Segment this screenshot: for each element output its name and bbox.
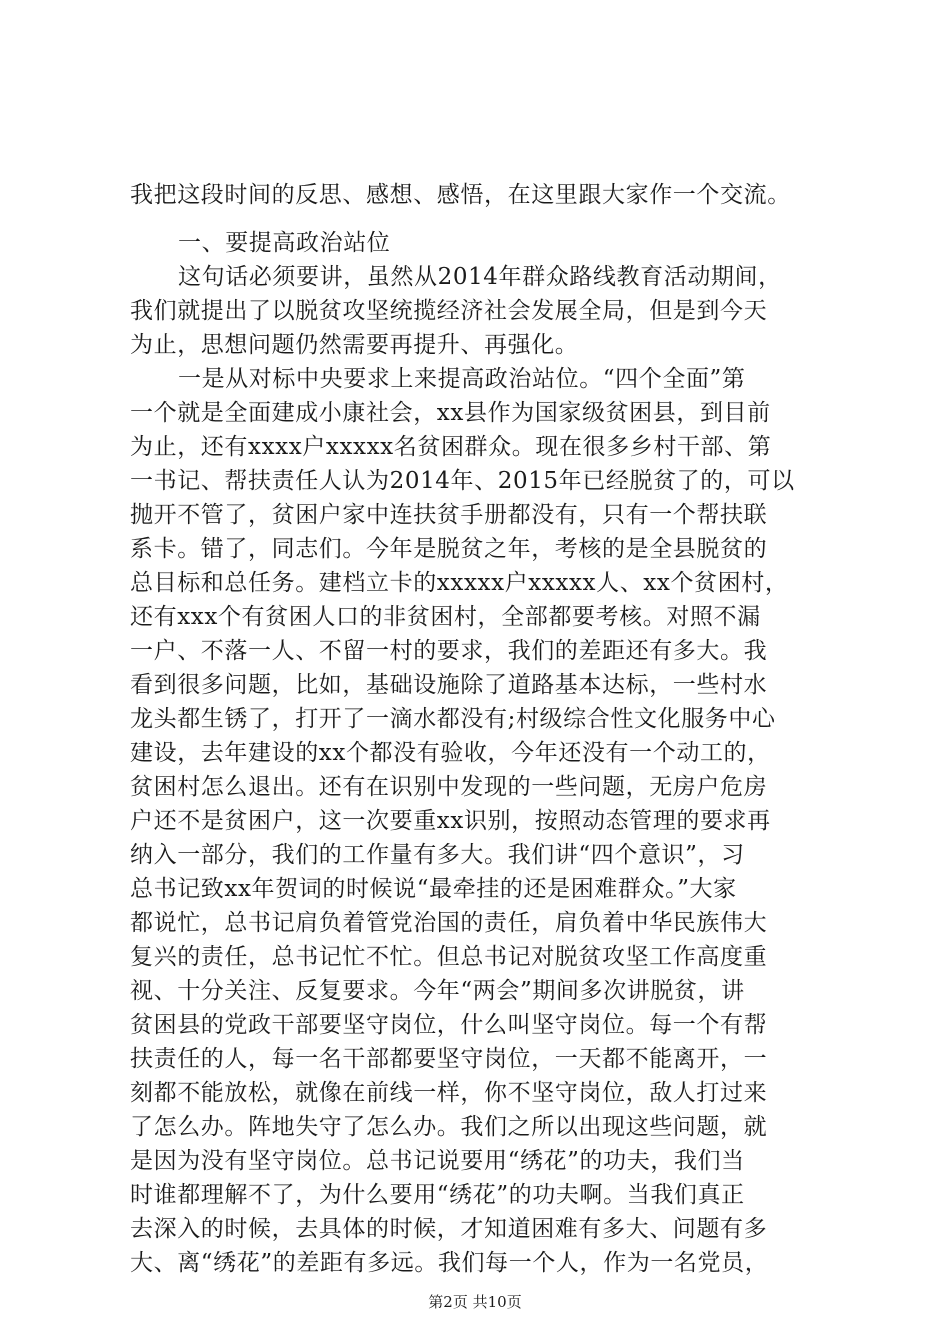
- paragraph-line: 一个就是全面建成小康社会，xx县作为国家级贫困县，到目前: [130, 400, 771, 426]
- paragraph-line: 一书记、帮扶责任人认为2014年、2015年已经脱贫了的，可以: [130, 468, 795, 494]
- paragraph-line: 了怎么办。阵地失守了怎么办。我们之所以出现这些问题，就: [130, 1114, 768, 1140]
- page-number-footer: 第2页 共10页: [428, 1293, 522, 1311]
- paragraph-line: 是因为没有坚守岗位。总书记说要用“绣花”的功夫，我们当: [130, 1148, 745, 1174]
- paragraph-line: 这句话必须要讲，虽然从2014年群众路线教育活动期间，: [178, 264, 782, 290]
- paragraph-line: 还有xxx个有贫困人口的非贫困村，全部都要考核。对照不漏: [130, 604, 761, 630]
- paragraph-line: 系卡。错了，同志们。今年是脱贫之年，考核的是全县脱贫的: [130, 536, 768, 562]
- paragraph-line: 抛开不管了，贫困户家中连扶贫手册都没有，只有一个帮扶联: [130, 502, 768, 528]
- paragraph-line: 刻都不能放松，就像在前线一样，你不坚守岗位，敌人打过来: [130, 1080, 768, 1106]
- section-heading: 一、要提高政治站位: [178, 230, 391, 256]
- paragraph-line: 纳入一部分，我们的工作量有多大。我们讲“四个意识”，习: [130, 842, 745, 868]
- paragraph-line: 为止，思想问题仍然需要再提升、再强化。: [130, 332, 579, 358]
- paragraph-line: 总目标和总任务。建档立卡的xxxxx户xxxxx人、xx个贫困村，: [130, 570, 789, 596]
- paragraph-line: 大、离“绣花”的差距有多远。我们每一个人，作为一名党员，: [130, 1250, 769, 1276]
- paragraph-line: 时谁都理解不了，为什么要用“绣花”的功夫啊。当我们真正: [130, 1182, 745, 1208]
- paragraph-line: 龙头都生锈了，打开了一滴水都没有;村级综合性文化服务中心: [130, 706, 776, 732]
- paragraph-line: 我们就提出了以脱贫攻坚统揽经济社会发展全局，但是到今天: [130, 298, 768, 324]
- paragraph-line: 都说忙，总书记肩负着管党治国的责任，肩负着中华民族伟大: [130, 910, 768, 936]
- paragraph-line: 视、十分关注、反复要求。今年“两会”期间多次讲脱贫，讲: [130, 978, 745, 1004]
- paragraph-line: 贫困县的党政干部要坚守岗位，什么叫坚守岗位。每一个有帮: [130, 1012, 768, 1038]
- paragraph-line: 为止，还有xxxx户xxxxx名贫困群众。现在很多乡村干部、第: [130, 434, 772, 460]
- paragraph-line: 一户、不落一人、不留一村的要求，我们的差距还有多大。我: [130, 638, 768, 664]
- paragraph-line: 复兴的责任，总书记忙不忙。但总书记对脱贫攻坚工作高度重: [130, 944, 768, 970]
- paragraph-line: 扶责任的人，每一名干部都要坚守岗位，一天都不能离开，一: [130, 1046, 768, 1072]
- paragraph-line: 一是从对标中央要求上来提高政治站位。“四个全面”第: [178, 366, 746, 392]
- paragraph-line: 去深入的时候，去具体的时候，才知道困难有多大、问题有多: [130, 1216, 768, 1242]
- paragraph-line: 户还不是贫困户，这一次要重xx识别，按照动态管理的要求再: [130, 808, 771, 834]
- paragraph-line: 贫困村怎么退出。还有在识别中发现的一些问题，无房户危房: [130, 774, 768, 800]
- paragraph-line: 建设，去年建设的xx个都没有验收，今年还没有一个动工的，: [130, 740, 771, 766]
- paragraph-line: 总书记致xx年贺词的时候说“最牵挂的还是困难群众。”大家: [130, 876, 737, 902]
- intro-line: 我把这段时间的反思、感想、感悟，在这里跟大家作一个交流。: [130, 182, 791, 208]
- paragraph-line: 看到很多问题，比如，基础设施除了道路基本达标，一些村水: [130, 672, 768, 698]
